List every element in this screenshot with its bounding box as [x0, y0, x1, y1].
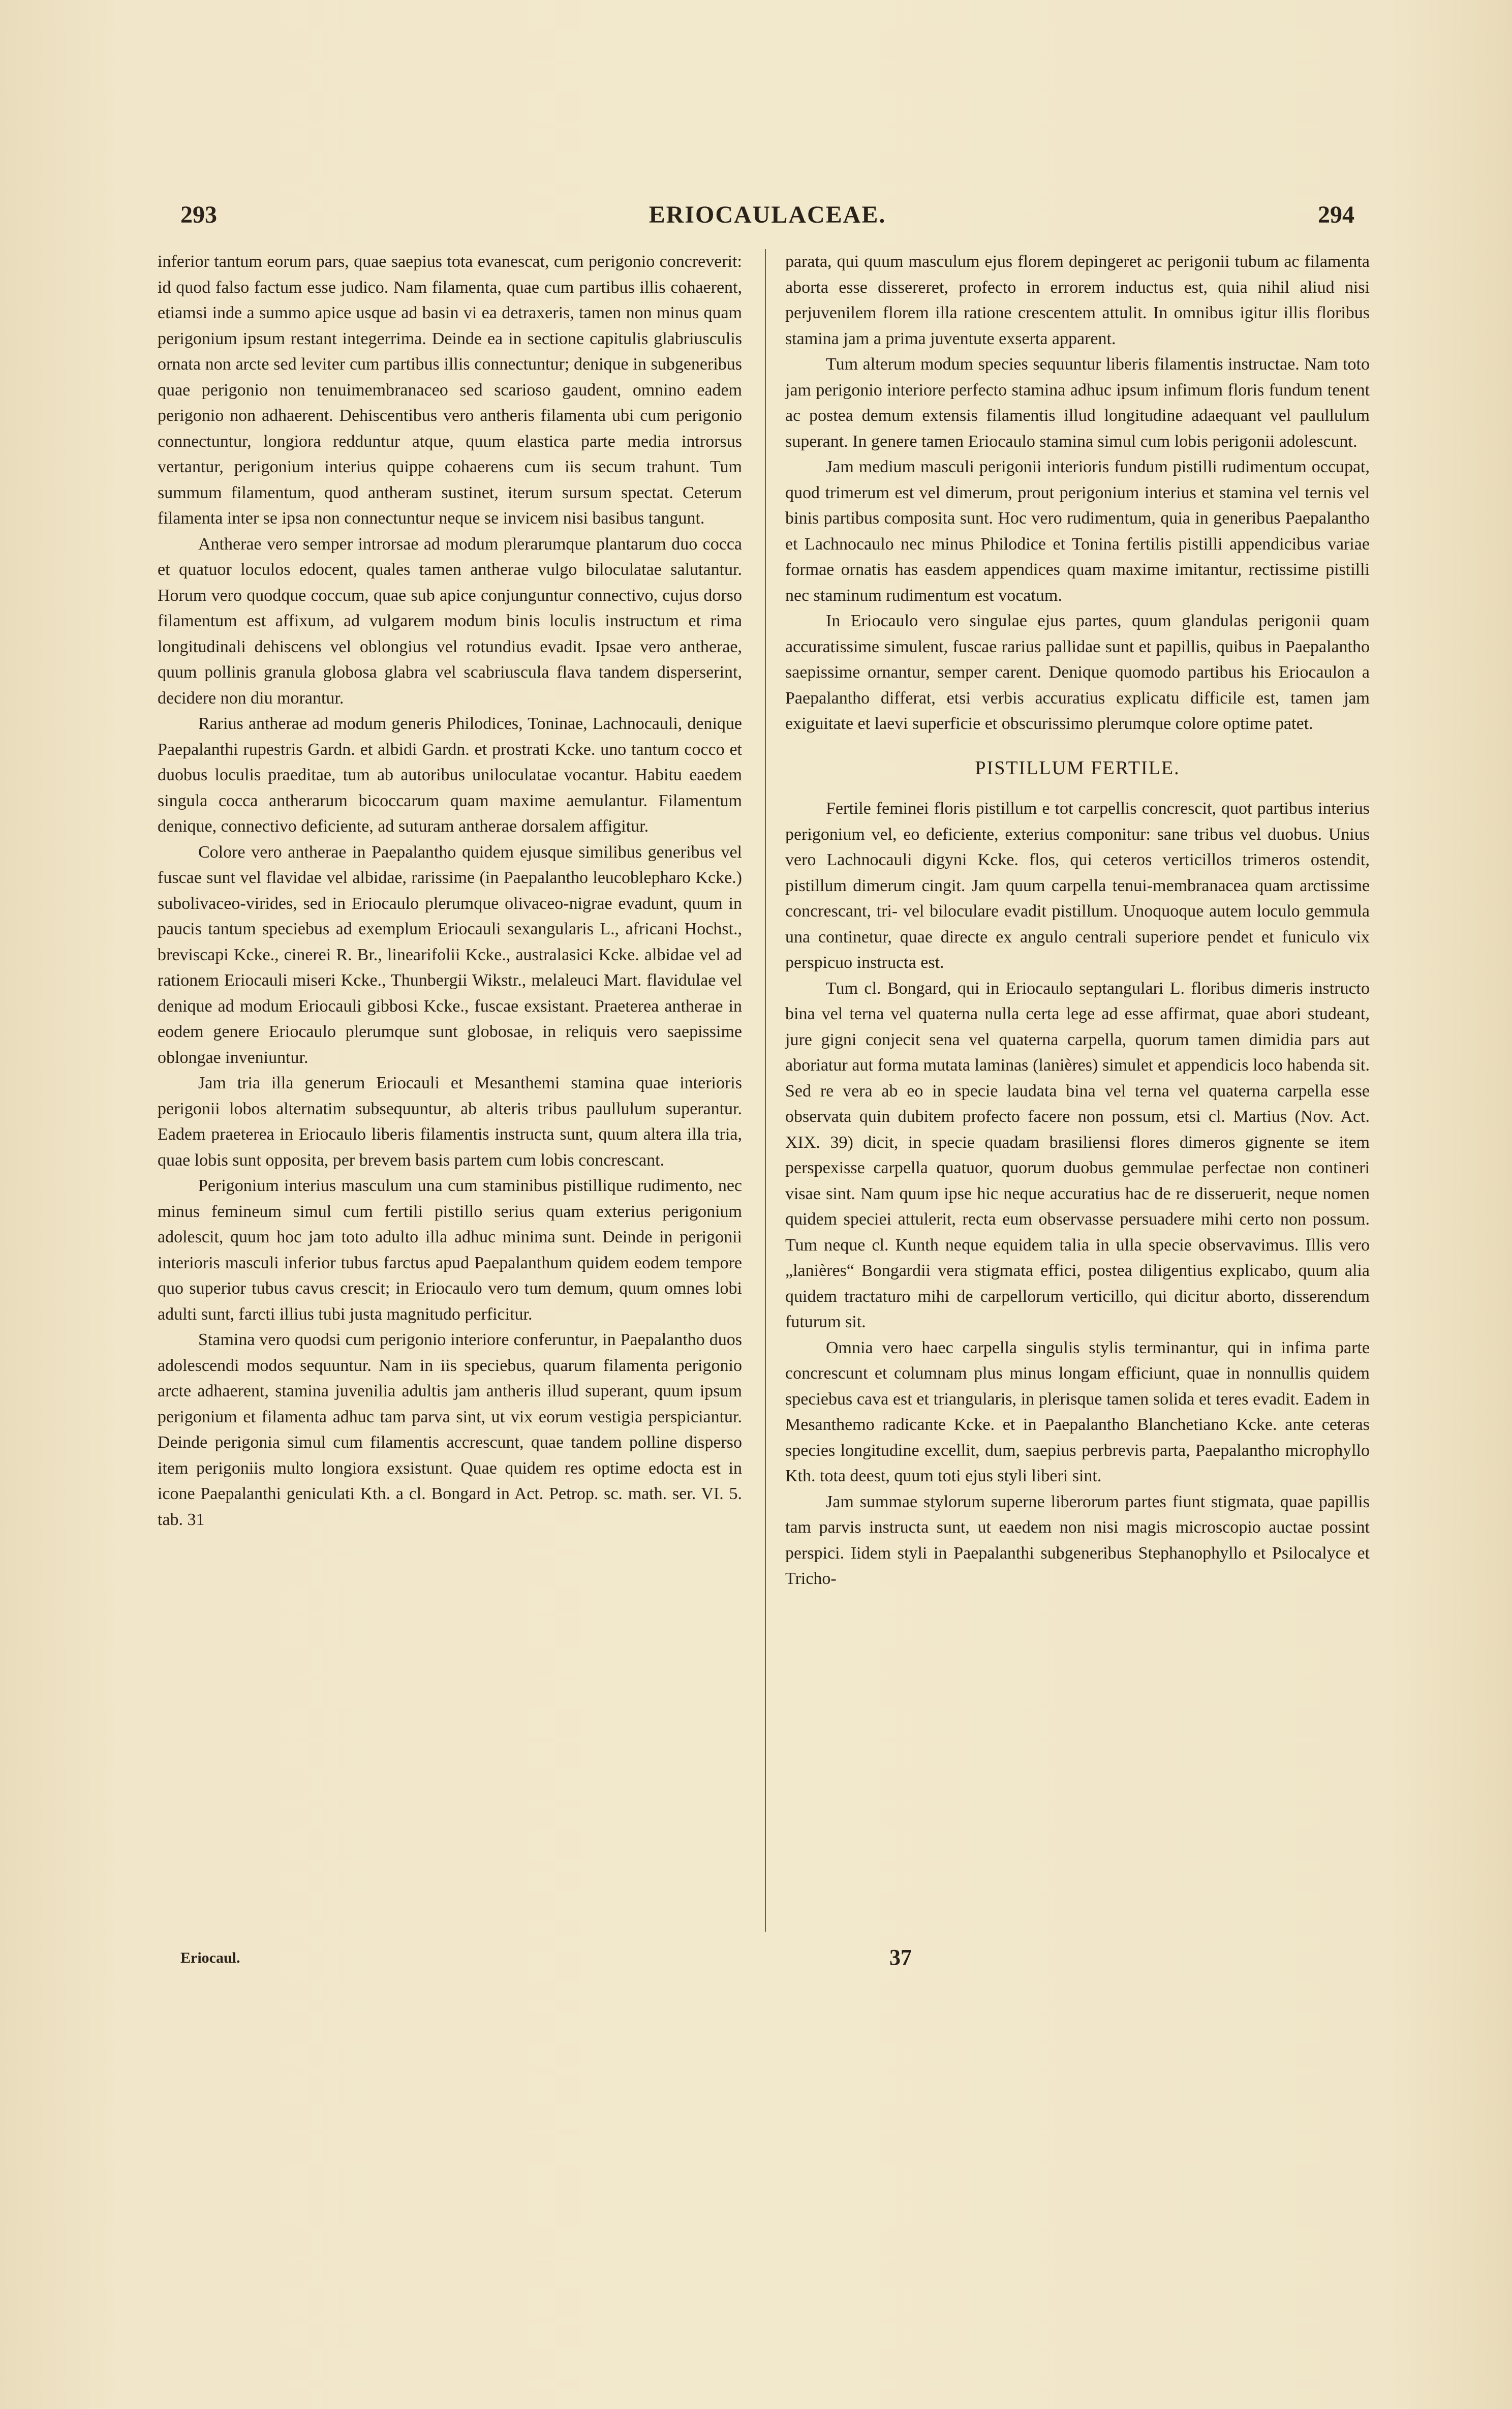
paragraph: Rarius antherae ad modum generis Philodices, Toninae, Lachnocauli, denique Paepalanthi rupestris Gardn. et albidi Gardn. et prostrati Kcke. uno tantum cocco et duobus loculis praeditae, tum ab autoribus uniloculatae vocantur. Habitu eaedem singula cocca antherarum bicoccarum quam maxime aemulantur. Filamentum denique, connectivo deficiente, ad suturam antherae dorsalem affigitur. [158, 714, 742, 836]
column-divider [765, 249, 766, 1932]
paragraph: Antherae vero semper introrsae ad modum plerarumque plantarum duo cocca et quatuor loculos edocent, quales tamen antherae vulgo biloculatae salutantur. Horum vero quodque coccum, quae sub apice conjunguntur connectivo, cujus dorso filamentum est affixum, ad vulgarem modum binis loculis instructum et rima longitudinali dehiscens vel oblongius vel rotundius evadit. Ipsae vero antherae, quum pollinis granula globosa glabra vel scabriuscula flava tandem disperserint, decidere non diu morantur. [158, 534, 742, 708]
page-number-right: 294 [1318, 201, 1354, 228]
section-heading: PISTILLUM FERTILE. [975, 757, 1180, 779]
paragraph: Colore vero antherae in Paepalantho quidem ejusque similibus generibus vel fuscae sunt vel flavidae vel albidae, rarissime (in Paepalantho leucoblepharo Kcke.) subolivaceo-virides, sed in Eriocaulo plerumque olivaceo-nigrae evadunt, quum in paucis tantum speciebus ad exemplum Eriocauli sexangularis L., africani Hochst., breviscapi Kcke., cinerei R. Br., linearifolii Kcke., australasici Kcke. albidae vel ad rationem Eriocauli miseri Kcke., Thunbergii Wikstr., melaleuci Mart. flavidulae vel denique ad modum Eriocauli gibbosi Kcke., fuscae exsistant. Praeterea antherae in eodem genere Eriocaulo plerumque sunt globosae, in reliquis vero saepissime oblongae inveniuntur. [158, 842, 742, 1067]
page-number-left: 293 [180, 201, 217, 228]
paragraph: In Eriocaulo vero singulae ejus partes, quum glandulas perigonii quam accuratissime simulent, fuscae rarius pallidae sunt et papillis, quibus in Paepalantho saepissime ornantur, semper carent. Denique quomodo partibus his Eriocaulon a Paepalantho differat, etsi verbis accuratius explicatu difficile est, tamen jam exiguitate et laevi superficie et obscurissimo plerumque colore optime patet. [785, 612, 1370, 733]
running-header [180, 201, 1354, 236]
paragraph: Omnia vero haec carpella singulis stylis terminantur, qui in infima parte concrescunt et columnam plus minus longam efficiunt, quae in nonnullis quidem speciebus cava est et triangularis, in plerisque tamen solida et teres evadit. Eadem in Mesanthemo radicante Kcke. et in Paepalantho Blanchetiano Kcke. ante ceteras species longitudine excellit, dum, saepius perbrevis parta, Paepalantho microphyllo Kth. tota deest, quum toti ejus styli liberi sint. [785, 1338, 1370, 1485]
paragraph: Jam tria illa generum Eriocauli et Mesanthemi stamina quae interioris perigonii lobos alternatim subsequuntur, ab alteris tribus paullulum superantur. Eadem praeterea in Eriocaulo liberis filamentis instructa sunt, quum altera illa tria, quae lobis sunt opposita, per brevem basis partem cum lobis concrescant. [158, 1074, 742, 1170]
paragraph: parata, qui quum masculum ejus florem depingeret ac perigonii tubum ac filamenta aborta esse dissereret, profecto in errorem inductus est, quia nihil aliud nisi perjuvenilem florem illa ratione crescentem attulit. In omnibus igitur illis floribus stamina jam a prima juventute exserta apparent. [785, 252, 1370, 348]
paragraph: Jam medium masculi perigonii interioris fundum pistilli rudimentum occupat, quod trimerum est vel dimerum, prout perigonium interius et stamina vel ternis vel binis partibus composita sunt. Hoc vero rudimentum, quia in generibus Paepalantho et Lachnocaulo nec minus Philodice et Tonina fertilis pistilli appendicibus variae formae ornatis has easdem appendices quam maxime imitantur, rectissime pistilli nec staminum rudimentum est vocatum. [785, 458, 1370, 605]
folio-number: 37 [889, 1945, 912, 1970]
paragraph: Fertile feminei floris pistillum e tot carpellis concrescit, quot partibus interius perigonium vel, eo deficiente, exterius componitur: sane tribus vel duobus. Unius vero Lachnocauli digyni Kcke. flos, qui ceteros verticillos trimeros ostendit, pistillum dimerum cingit. Jam quum carpella tenui-membranacea quam arctissime concrescant, tri- vel biloculare evadit pistillum. Unoquoque autem loculo gemmula una continetur, quae directe ex angulo centrali superiore pendet et funiculo vix perspicuo instructa est. [785, 799, 1370, 972]
paragraph: Tum alterum modum species sequuntur liberis filamentis instructae. Nam toto jam perigonio interiore perfecto stamina adhuc ipsum infimum floris fundum tenent ac postea demum extensis filamentis illud longitudine adaequant vel paullulum superant. In genere tamen Eriocaulo stamina simul cum lobis perigonii adolescunt. [785, 355, 1370, 451]
running-title: ERIOCAULACEAE. [649, 201, 886, 228]
left-column [158, 249, 742, 1533]
paragraph: Stamina vero quodsi cum perigonio interiore conferuntur, in Paepalantho duos adolescendi modos sequuntur. Nam in iis speciebus, quarum filamenta perigonio arcte adhaerent, stamina juvenilia adultis jam antheris illud superant, quum ipsum perigonium et filamenta adhuc tam parva sint, ut vix eorum vestigia perspiciantur. Deinde perigonia simul cum filamentis accrescunt, quae tandem polline disperso item perigoniis multo longiora exsistunt. Quae quidem res optime edocta est in icone Paepalanthi geniculati Kth. a cl. Bongard in Act. Petrop. sc. math. ser. VI. 5. tab. 31 [158, 1330, 742, 1529]
paragraph: Jam summae stylorum superne liberorum partes fiunt stigmata, quae papillis tam parvis instructa sunt, ut eaedem non nisi magis microscopio auctae possint perspici. Iidem styli in Paepalanthi subgeneribus Stephanophyllo et Psilocalyce et Tricho- [785, 1492, 1370, 1588]
right-column [785, 249, 1370, 1592]
printer-signature: Eriocaul. [180, 1949, 240, 1966]
paragraph: inferior tantum eorum pars, quae saepius tota evanescat, cum perigonio concreverit: id quod falso factum esse judico. Nam filamenta, quae cum partibus illis cohaerent, etiamsi inde a summo apice usque ad basin vi ea detraxeris, tamen non minus quam perigonium ipsum restant integerrima. Deinde ea in sectione capitulis glabriusculis ornata non arcte sed leviter cum partibus illis connectuntur; denique in subgeneribus quae perigonio non tenuimembranaceo sed scarioso gaudent, omnino eadem perigonio non adhaerent. Dehiscentibus vero antheris filamenta ubi cum perigonio connectuntur, longiora redduntur atque, quum elastica parte media introrsus vertantur, perigonium interius quippe cohaerens cum iis secum trahunt. Tum summum filamentum, quod antheram sustinet, iterum sursum spectat. Ceterum filamenta inter se ipsa non connectuntur neque se invicem nisi basibus tangunt. [158, 252, 742, 528]
paragraph: Tum cl. Bongard, qui in Eriocaulo septangulari L. floribus dimeris instructo bina vel terna vel quaterna nulla certa lege ad esse affirmat, quae abori studeant, jure gigni conjecit sena vel quaterna carpella, quorum tamen dimidia pars aut aboriatur aut forma mutata laminas (lanières) simulet et appendicis loco habenda sit. Sed re vera ab eo in specie laudata bina vel terna vel quaterna carpella esse observata quin dubitem profecto facere non possum, etsi cl. Martius (Nov. Act. XIX. 39) dicit, in specie quadam brasiliensi flores dimeros gignente se item perspexisse carpella quatuor, quorum duobus gemmulae perfectae non contineri visae sint. Nam quum ipse hic neque accuratius hac de re disseruerit, neque nomen quidem speciei attulerit, recta eum observasse persuadere mihi certo non possum. Tum neque cl. Kunth neque equidem talia in ulla specie observavimus. Illis vero „lanières“ Bongardii vera stigmata effici, postea diligentius explicabo, quum alia quidem tractaturo mihi de carpellorum verticillo, qui dicitur aborto, disserendum futurum sit. [785, 979, 1370, 1331]
paragraph: Perigonium interius masculum una cum staminibus pistillique rudimento, nec minus femineum simul cum fertili pistillo serius quam exterius perigonium adolescit, quum hoc jam toto adulto illa adhuc minima sunt. Deinde in perigonii interioris masculi inferior tubus farctus apud Paepalanthum quidem eodem tempore quo superior tubus cavus crescit; in Eriocaulo vero tum demum, quum omnes lobi adulti sunt, farcti illius tubi justa magnitudo perficitur. [158, 1176, 742, 1324]
